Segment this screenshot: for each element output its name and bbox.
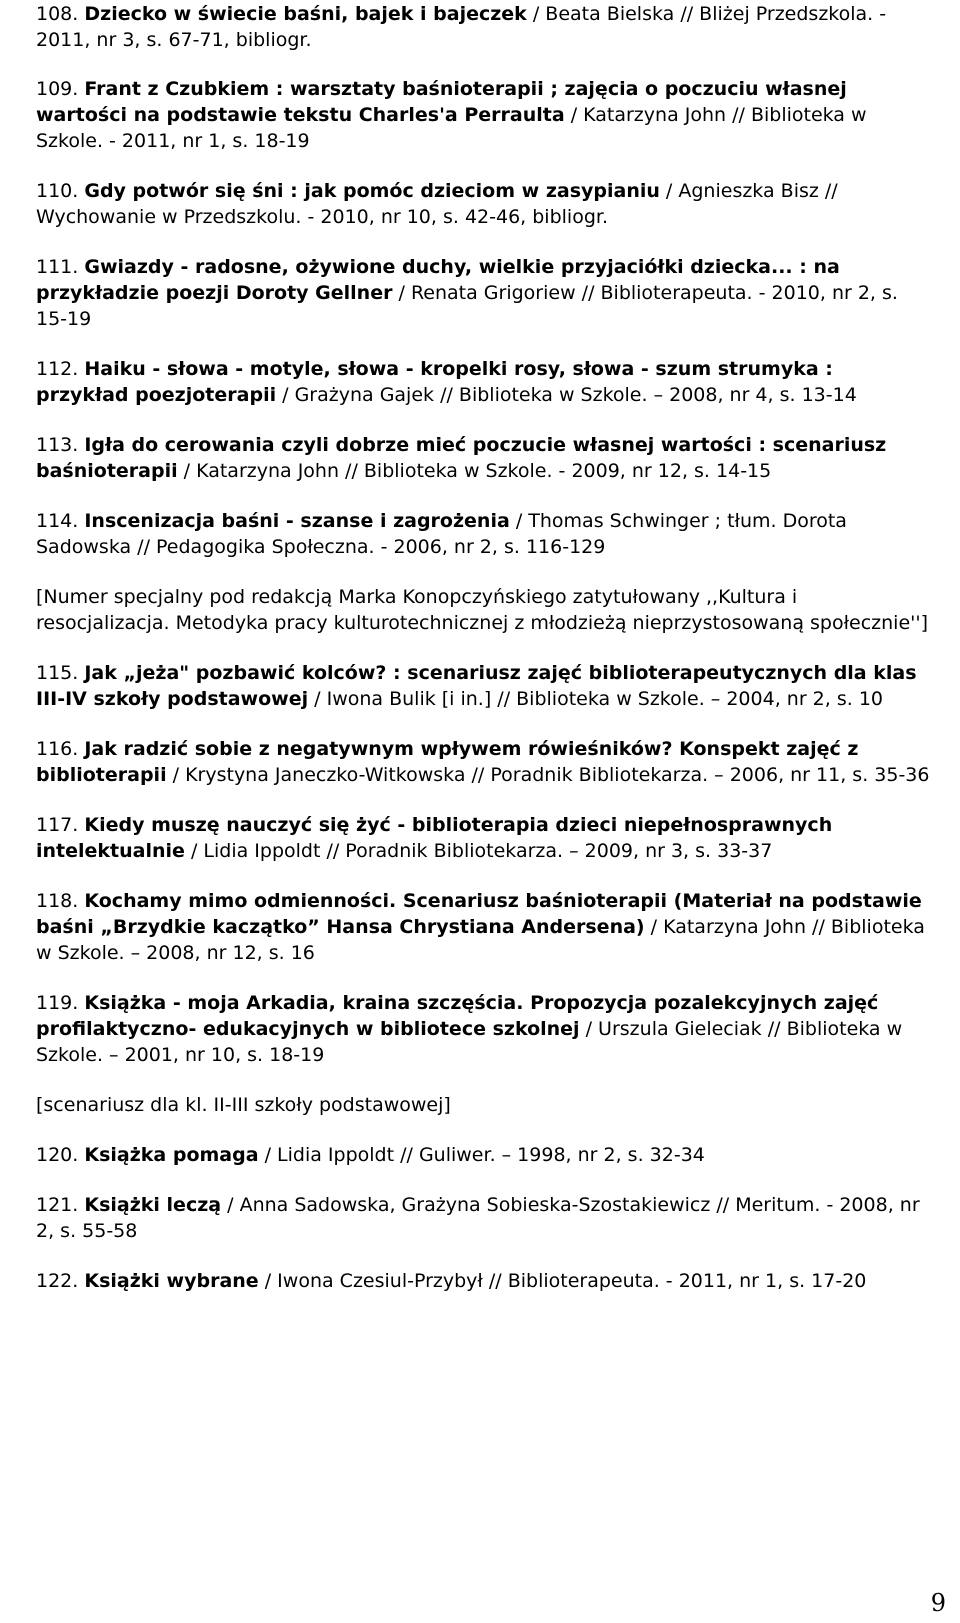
entry-number: 115.	[36, 662, 79, 684]
bibliography-entry-109	[36, 76, 931, 154]
bibliography-entry-115	[36, 660, 931, 712]
entry-number: 108.	[36, 3, 79, 25]
entry-details: / Katarzyna John // Biblioteka w Szkole. – 2008, nr 12, s. 16	[36, 916, 925, 964]
entry-note: [scenariusz dla kl. II-III szkoły podstawowej]	[36, 1094, 451, 1116]
entry-title: Gdy potwór się śni : jak pomóc dzieciom w zasypianiu	[84, 180, 660, 202]
entry-title: Gwiazdy - radosne, ożywione duchy, wielkie przyjaciółki dziecka... : na przykładzie poezji Doroty Gellner	[36, 256, 840, 304]
entry-details: / Agnieszka Bisz // Wychowanie w Przedszkolu. - 2010, nr 10, s. 42-46, bibliogr.	[36, 180, 838, 228]
entry-number: 110.	[36, 180, 79, 202]
entry-details: / Katarzyna John // Biblioteka w Szkole. - 2009, nr 12, s. 14-15	[177, 460, 772, 482]
entry-details: / Katarzyna John // Biblioteka w Szkole. - 2011, nr 1, s. 18-19	[36, 104, 867, 152]
entry-number: 120.	[36, 1144, 79, 1166]
entry-details: / Lidia Ippoldt // Guliwer. – 1998, nr 2, s. 32-34	[258, 1144, 705, 1166]
entry-title: Książka - moja Arkadia, kraina szczęścia. Propozycja pozalekcyjnych zajęć profilaktyczno- edukacyjnych w bibliotece szkolnej	[36, 992, 879, 1040]
bibliography-entry-120	[36, 1142, 931, 1168]
entry-details: / Iwona Bulik [i in.] // Biblioteka w Szkole. – 2004, nr 2, s. 10	[308, 688, 883, 710]
entry-number: 118.	[36, 890, 79, 912]
entry-details: / Urszula Gieleciak // Biblioteka w Szkole. – 2001, nr 10, s. 18-19	[36, 1018, 903, 1066]
entry-details: / Anna Sadowska, Grażyna Sobieska-Szostakiewicz // Meritum. - 2008, nr 2, s. 55-58	[36, 1194, 920, 1242]
bibliography-entry-111	[36, 254, 931, 332]
bibliography-entry-119	[36, 990, 931, 1068]
entry-title: Dziecko w świecie baśni, bajek i bajeczek	[84, 3, 527, 25]
entry-number: 121.	[36, 1194, 79, 1216]
entry-number: 117.	[36, 814, 79, 836]
entry-number: 119.	[36, 992, 79, 1014]
entry-number: 113.	[36, 434, 79, 456]
entry-details: / Krystyna Janeczko-Witkowska // Poradnik Bibliotekarza. – 2006, nr 11, s. 35-36	[166, 764, 930, 786]
bibliography-entry-108	[36, 1, 931, 53]
entry-details: / Lidia Ippoldt // Poradnik Bibliotekarza. – 2009, nr 3, s. 33-37	[184, 840, 773, 862]
entry-number: 116.	[36, 738, 79, 760]
entry-details: / Thomas Schwinger ; tłum. Dorota Sadowska // Pedagogika Społeczna. - 2006, nr 2, s. 116-129	[36, 510, 847, 558]
bibliography-entry-117	[36, 812, 931, 864]
entry-details: / Renata Grigoriew // Biblioterapeuta. - 2010, nr 2, s. 15-19	[36, 282, 898, 330]
entry-details: / Grażyna Gajek // Biblioteka w Szkole. – 2008, nr 4, s. 13-14	[276, 384, 857, 406]
bibliography-entry-113	[36, 432, 931, 484]
bibliography-entry-121	[36, 1192, 931, 1244]
entry-title: Książki leczą	[84, 1194, 222, 1216]
entry-title: Książka pomaga	[84, 1144, 259, 1166]
entry-details: / Iwona Czesiul-Przybył // Biblioterapeuta. - 2011, nr 1, s. 17-20	[258, 1270, 867, 1292]
page-number: 9	[930, 1589, 946, 1617]
entry-title: Kiedy muszę nauczyć się żyć - biblioterapia dzieci niepełnosprawnych intelektualnie	[36, 814, 833, 862]
bibliography-entry-114	[36, 508, 931, 560]
entry-details: / Beata Bielska // Bliżej Przedszkola. - 2011, nr 3, s. 67-71, bibliogr.	[36, 3, 887, 51]
bibliography-entry-112	[36, 356, 931, 408]
entry-number: 122.	[36, 1270, 79, 1292]
entry-title: Książki wybrane	[84, 1270, 259, 1292]
bibliography-entry-122	[36, 1268, 931, 1294]
entry-number: 114.	[36, 510, 79, 532]
entry-title: Haiku - słowa - motyle, słowa - kropelki rosy, słowa - szum strumyka : przykład poezjoterapii	[36, 358, 833, 406]
entry-title: Jak „jeża" pozbawić kolców? : scenariusz zajęć biblioterapeutycznych dla klas III-IV szkoły podstawowej	[36, 662, 917, 710]
entry-note: [Numer specjalny pod redakcją Marka Konopczyńskiego zatytułowany ,,Kultura i resocjalizacja. Metodyka pracy kulturotechnicznej z młodzieżą nieprzystosowaną społecznie'']	[36, 586, 928, 634]
entry-title: Igła do cerowania czyli dobrze mieć poczucie własnej wartości : scenariusz baśnioterapii	[36, 434, 887, 482]
bibliography-entry-116	[36, 736, 931, 788]
bibliography-entry-110	[36, 178, 931, 230]
entry-title: Jak radzić sobie z negatywnym wpływem rówieśników? Konspekt zajęć z biblioterapii	[36, 738, 859, 786]
bibliography-list	[36, 0, 931, 1294]
entry-title: Frant z Czubkiem : warsztaty baśnioterapii ; zajęcia o poczuciu własnej wartości na podstawie tekstu Charles'a Perraulta	[36, 78, 847, 126]
entry-number: 109.	[36, 78, 79, 100]
entry-title: Kochamy mimo odmienności. Scenariusz baśnioterapii (Materiał na podstawie baśni „Brzydkie kaczątko” Hansa Chrystiana Andersena)	[36, 890, 922, 938]
entry-number: 111.	[36, 256, 79, 278]
entry-title: Inscenizacja baśni - szanse i zagrożenia	[84, 510, 510, 532]
entry-number: 112.	[36, 358, 79, 380]
bibliography-entry-118	[36, 888, 931, 966]
